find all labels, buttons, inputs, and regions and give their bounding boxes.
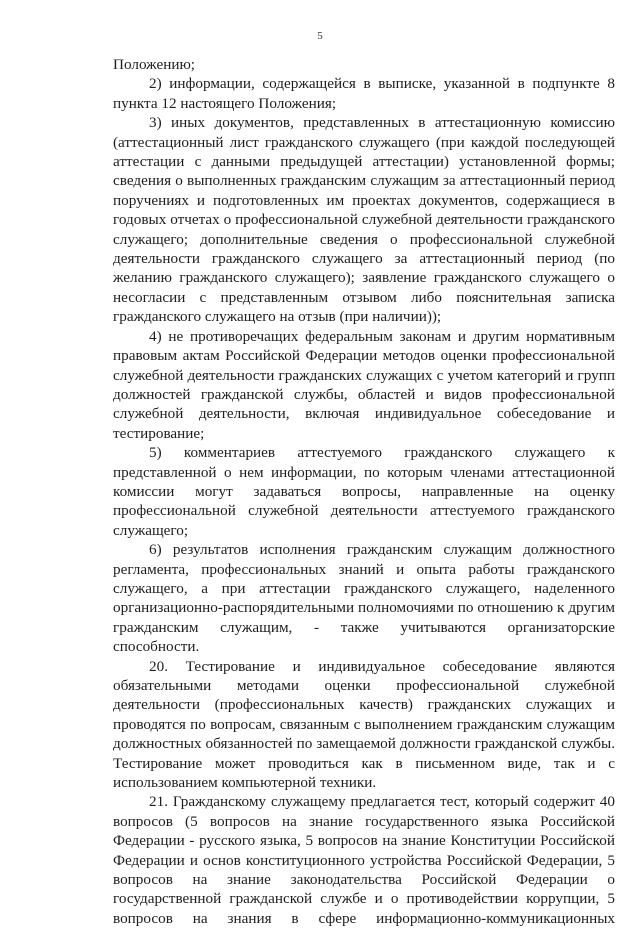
paragraph-clause-20: 20. Тестирование и индивидуальное собеседование являются обязательными методами оценки профессиональной служебной деятельности (профессиональных качеств) гражданских служащих и проводятся по вопросам, связанным с выполнением гражданским служащим должностных обязанностей по замещаемой должности гражданской службы. Тестирование может проводиться как в письменном виде, так и с использованием компьютерной техники.	[113, 657, 615, 792]
paragraph-item-4: 4) не противоречащих федеральным законам и другим нормативным правовым актам Российской Федерации методов оценки профессиональной служебной деятельности гражданских служащих с учетом категорий и групп должностей гражданской службы, областей и видов профессиональной служебной деятельности, включая индивидуальное собеседование и тестирование;	[113, 327, 615, 442]
paragraph-continuation: Положению;	[113, 56, 196, 73]
paragraph-item-2: 2) информации, содержащейся в выписке, указанной в подпункте 8 пункта 12 настоящего Положения;	[113, 75, 615, 112]
page-number: 5	[317, 30, 323, 42]
paragraph-item-6: 6) результатов исполнения гражданским служащим должностного регламента, профессиональных знаний и опыта работы гражданского служащего, а при аттестации гражданского служащего, наделенного организационно-распорядительными полномочиями по отношению к другим гражданским служащим, - также учитываются организаторские способности.	[113, 541, 615, 656]
document-body	[113, 55, 615, 928]
paragraph-item-3: 3) иных документов, представленных в аттестационную комиссию (аттестационный лист гражданского служащего (при каждой последующей аттестации с данными предыдущей аттестации) установленной формы; сведения о выполненных гражданским служащим за аттестационный период поручениях и подготовленных им проектах документов, содержащиеся в годовых отчетах о профессиональной служебной деятельности гражданского служащего; дополнительные сведения о профессиональной служебной деятельности гражданского служащего за аттестационный период (по желанию гражданского служащего); заявление гражданского служащего о несогласии с представленным отзывом либо пояснительная записка гражданского служащего на отзыв (при наличии));	[113, 114, 615, 326]
paragraph-item-5: 5) комментариев аттестуемого гражданского служащего к представленной о нем информации, по которым членами аттестационной комиссии могут задаваться вопросы, направленные на оценку профессиональной служебной деятельности аттестуемого гражданского служащего;	[113, 444, 615, 539]
paragraph-clause-21: 21. Гражданскому служащему предлагается тест, который содержит 40 вопросов (5 вопросов на знание государственного языка Российской Федерации - русского языка, 5 вопросов на знание Конституции Российской Федерации и основ конституционного устройства Российской Федерации, 5 вопросов на знание законодательства Российской Федерации о государственной гражданской службе и о противодействии коррупции, 5 вопросов на знания в сфере информационно-коммуникационных	[113, 793, 615, 927]
